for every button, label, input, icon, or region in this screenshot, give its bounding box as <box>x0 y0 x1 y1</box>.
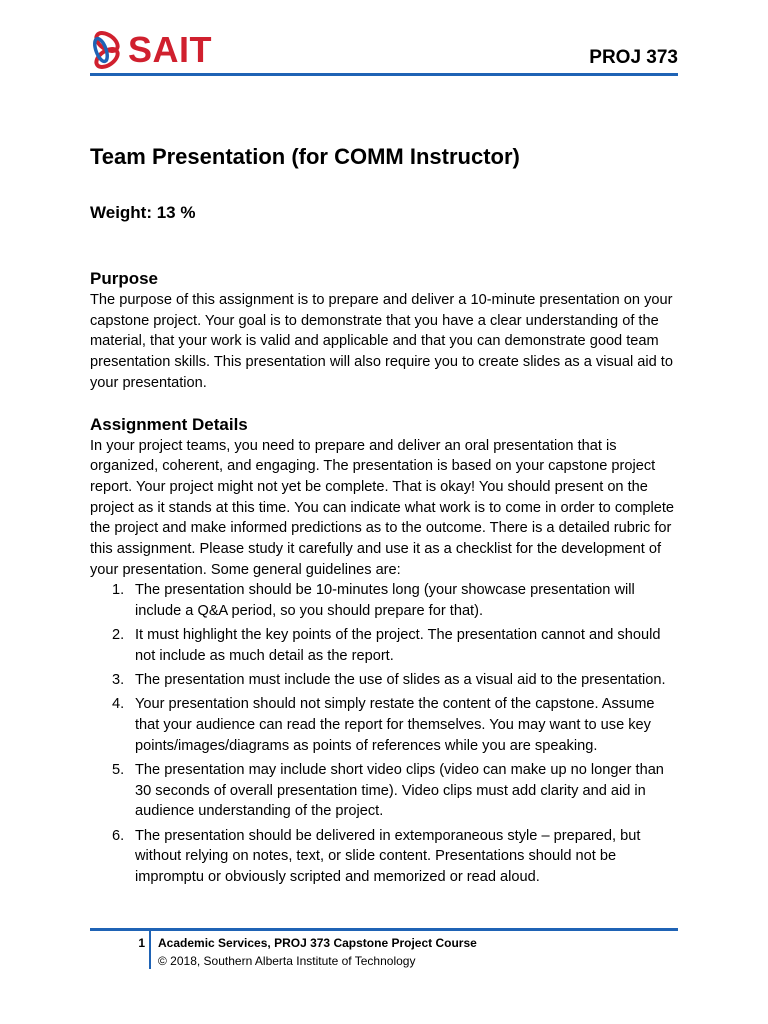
list-item-text: The presentation must include the use of slides as a visual aid to the presentation. <box>135 672 666 689</box>
document-body <box>90 140 680 891</box>
assignment-details-paragraph: In your project teams, you need to prepare and deliver an oral presentation that is organized, coherent, and engaging. The presentation is based on your capstone project report. Your project might not yet be complete. That is okay! You should present on the project as it stands at this time. You can indicate what work is to come in order to complete the project and make informed predictions as to the outcome. There is a detailed rubric for this assignment. Please study it carefully and use it as a checklist for the development of your presentation. Some general guidelines are: <box>90 437 675 578</box>
purpose-paragraph: The purpose of this assignment is to prepare and deliver a 10-minute presentation on your capstone project. Your goal is to demonstrate that you have a clear understanding of the material, that your work is valid and applicable and that you can demonstrate good team presentation skills. This presentation will also require you to create slides as a visual aid to your presentation. <box>90 292 673 391</box>
list-number: 3. <box>112 672 125 689</box>
list-item <box>90 826 680 888</box>
list-item-text: The presentation may include short video clips (video can make up no longer than 30 seconds of overall presentation time). Video clips must add clarity and aid in audience understanding of the project. <box>135 762 664 820</box>
page-title: Team Presentation (for COMM Instructor) <box>90 144 520 169</box>
list-item-text: The presentation should be delivered in extemporaneous style – prepared, but without relying on notes, text, or slide content. Presentations should not be impromptu or obviously scripted and memorized or read aloud. <box>135 827 641 886</box>
footer-course-line: Academic Services, PROJ 373 Capstone Project Course <box>158 936 477 950</box>
list-number: 4. <box>112 696 125 713</box>
list-item <box>90 580 680 621</box>
list-item-text: The presentation should be 10-minutes long (your showcase presentation will include a Q&A period, so you should prepare for that). <box>135 582 635 620</box>
purpose-heading: Purpose <box>90 269 159 288</box>
sait-logo <box>90 30 212 70</box>
guidelines-list <box>90 580 680 887</box>
list-item <box>90 670 680 691</box>
list-item <box>90 760 680 822</box>
logo-text: SAIT <box>128 29 213 70</box>
list-number: 5. <box>112 762 125 779</box>
list-number: 6. <box>112 827 125 844</box>
page-number: 1 <box>138 936 145 950</box>
list-item <box>90 694 680 756</box>
footer-vertical-rule <box>149 931 151 969</box>
list-number: 1. <box>112 582 125 599</box>
list-number: 2. <box>112 627 125 644</box>
page-footer <box>90 931 678 971</box>
list-item-text: It must highlight the key points of the project. The presentation cannot and should not include as much detail as the report. <box>135 627 661 665</box>
weight-label: Weight: 13 % <box>90 203 196 222</box>
list-item <box>90 625 680 666</box>
course-code: PROJ 373 <box>589 47 678 68</box>
page-header <box>90 28 678 76</box>
list-item-text: Your presentation should not simply restate the content of the capstone. Assume that your audience can read the report for themselves. You may want to use key points/images/diagrams as points of references while you are speaking. <box>135 696 655 754</box>
assignment-details-heading: Assignment Details <box>90 414 248 434</box>
sait-logo-mark-icon <box>90 31 124 69</box>
header-divider <box>90 73 678 76</box>
footer-copyright: © 2018, Southern Alberta Institute of Technology <box>158 954 416 968</box>
